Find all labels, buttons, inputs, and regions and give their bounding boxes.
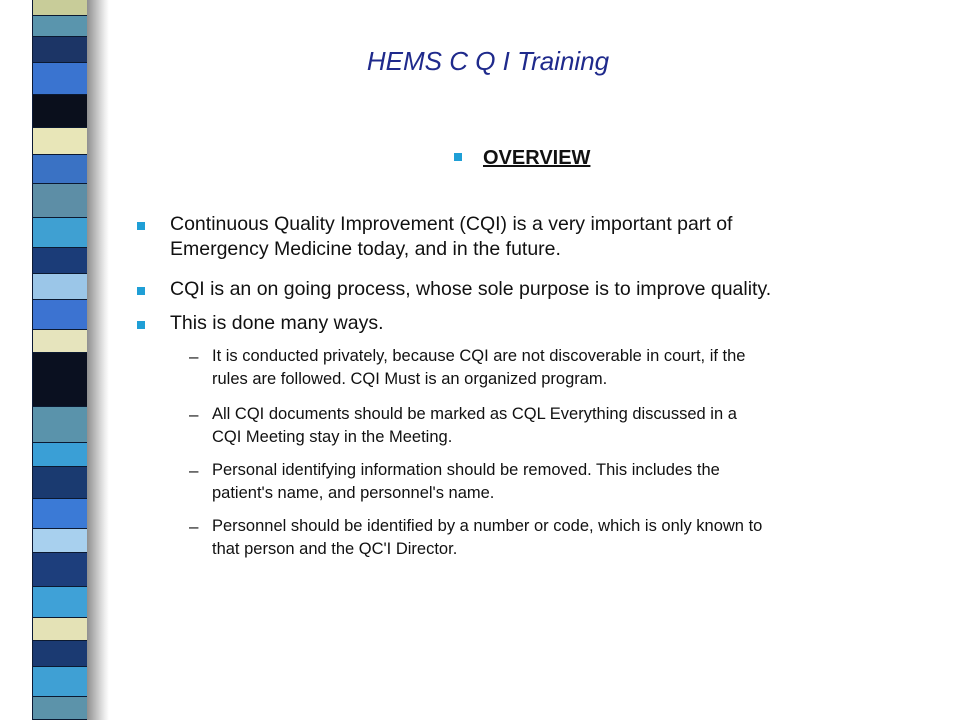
stripe-segment	[33, 529, 87, 554]
stripe-segment	[33, 0, 87, 16]
dash-marker: –	[189, 347, 199, 366]
sub-bullet-line: Personnel should be identified by a number or code, which is only known to	[212, 517, 763, 535]
bullet-line: This is done many ways.	[170, 312, 384, 334]
stripe-segment	[33, 155, 87, 185]
bullet-square-icon	[137, 222, 145, 230]
decorative-stripe-band	[32, 0, 88, 720]
stripe-segment	[33, 218, 87, 248]
stripe-segment	[33, 407, 87, 442]
sub-bullet-line: It is conducted privately, because CQI are not discoverable in court, if the	[212, 347, 746, 365]
bullet-square-icon	[137, 321, 145, 329]
sub-bullet-line: All CQI documents should be marked as CQL Everything discussed in a	[212, 405, 737, 423]
stripe-segment	[33, 443, 87, 468]
bullet-line: Continuous Quality Improvement (CQI) is a very important part of	[170, 213, 733, 235]
dash-marker: –	[189, 517, 199, 536]
overview-heading: OVERVIEW	[483, 147, 591, 169]
stripe-segment	[33, 95, 87, 128]
sub-bullet-text	[212, 345, 932, 391]
stripe-segment	[33, 16, 87, 37]
sub-bullet-line: patient's name, and personnel's name.	[212, 484, 495, 502]
sub-bullet-line: Personal identifying information should be removed. This includes the	[212, 461, 720, 479]
sub-bullet-text	[212, 515, 932, 561]
bullet-square-icon	[137, 287, 145, 295]
stripe-segment	[33, 499, 87, 529]
bullet-line: CQI is an on going process, whose sole purpose is to improve quality.	[170, 278, 772, 300]
dash-marker: –	[189, 461, 199, 480]
sub-bullet-line: rules are followed. CQI Must is an organized program.	[212, 370, 608, 388]
stripe-segment	[33, 667, 87, 697]
bullet-text	[170, 212, 890, 262]
stripe-segment	[33, 300, 87, 330]
stripe-segment	[33, 641, 87, 667]
slide-title: HEMS C Q I Training	[366, 46, 610, 76]
bullet-square-icon	[454, 153, 462, 161]
stripe-segment	[33, 467, 87, 499]
stripe-segment	[33, 330, 87, 353]
stripe-segment	[33, 274, 87, 300]
stripe-segment	[33, 353, 87, 407]
sub-bullet-line: CQI Meeting stay in the Meeting.	[212, 428, 453, 446]
stripe-segment	[33, 184, 87, 217]
stripe-segment	[33, 587, 87, 619]
sub-bullet-text	[212, 403, 932, 449]
stripe-segment	[33, 248, 87, 274]
dash-marker: –	[189, 405, 199, 424]
stripe-segment	[33, 697, 87, 720]
bullet-text	[170, 277, 890, 302]
bullet-text	[170, 311, 890, 336]
stripe-segment	[33, 553, 87, 586]
stripe-segment	[33, 618, 87, 641]
sub-bullet-text	[212, 459, 932, 505]
stripe-shadow	[87, 0, 109, 720]
sub-bullet-line: that person and the QC'I Director.	[212, 540, 458, 558]
bullet-line: Emergency Medicine today, and in the future.	[170, 238, 561, 260]
stripe-segment	[33, 128, 87, 154]
